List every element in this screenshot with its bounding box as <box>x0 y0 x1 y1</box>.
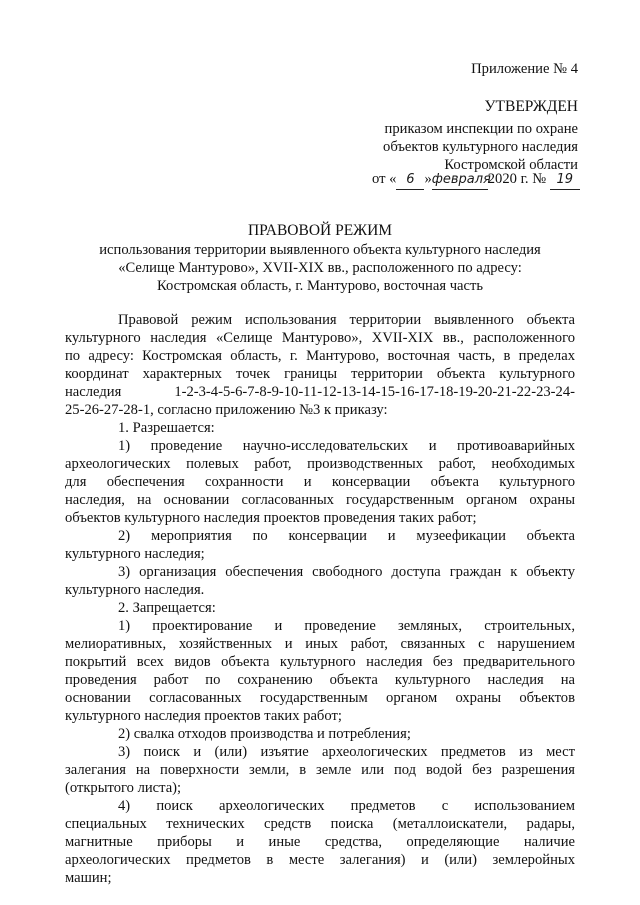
order-line-3: Костромской области <box>444 157 578 173</box>
forbidden-item-1-line: 1) проектирование и проведение земляных, строительных, <box>118 618 575 634</box>
allowed-item-3-line: культурного наследия. <box>65 582 205 598</box>
allowed-item-3-line: 3) организация обеспечения свободного доступа граждан к объекту <box>118 564 575 580</box>
title-line-2: «Селище Мантурово», XVII-XIX вв., расположенного по адресу: <box>118 260 522 276</box>
forbidden-item-1-line: основании согласованных государственным органом охраны объектов <box>65 690 575 706</box>
forbidden-item-3-line: (открытого листа); <box>65 780 182 796</box>
date-mid: » <box>424 171 432 187</box>
forbidden-item-4-line: магнитные приборы и иные средства, определяющие наличие <box>65 834 575 850</box>
order-number: 19 <box>550 171 580 190</box>
forbidden-item-4-line: 4) поиск археологических предметов с использованием <box>118 798 575 814</box>
forbidden-item-1-line: мелиоративных, хозяйственных и иных работ, связанных с нарушением <box>65 636 575 652</box>
date-day: 6 <box>396 171 424 190</box>
allowed-item-1-line: наследия, на основании согласованных государственным органом охраны <box>65 492 575 508</box>
order-line-1: приказом инспекции по охране <box>384 121 578 137</box>
allowed-item-1-line: для обеспечения сохранности и консервации объекта культурного <box>65 474 575 490</box>
allowed-item-1-line: объектов культурного наследия проектов проведения таких работ; <box>65 510 477 526</box>
date-prefix: от « <box>372 171 397 187</box>
forbidden-heading: 2. Запрещается: <box>118 600 216 616</box>
forbidden-item-3-line: залегания на поверхности земли, в земле или под водой без разрешения <box>65 762 575 778</box>
date-month: февраля <box>432 171 488 190</box>
date-year: 2020 г. № <box>487 171 547 187</box>
approved-label: УТВЕРЖДЕН <box>484 98 578 115</box>
forbidden-item-4-line: машин; <box>65 870 112 886</box>
title-line-1: использования территории выявленного объекта культурного наследия <box>99 242 541 258</box>
intro-line: Правовой режим использования территории выявленного объекта <box>118 312 575 328</box>
allowed-heading: 1. Разрешается: <box>118 420 215 436</box>
forbidden-item-4-line: археологических предметов в месте залегания) и (или) землеройных <box>65 852 575 868</box>
appendix-label: Приложение № 4 <box>471 61 578 77</box>
title-line-3: Костромская область, г. Мантурово, восточная часть <box>156 278 484 294</box>
intro-line: 25-26-27-28-1, согласно приложению №3 к приказу: <box>65 402 388 418</box>
intro-line: по адресу: Костромская область, г. Мантурово, восточная часть, в пределах <box>65 348 575 364</box>
order-date-line <box>372 170 580 190</box>
forbidden-item-3-line: 3) поиск и (или) изъятие археологических предметов из мест <box>118 744 575 760</box>
allowed-item-2-line: 2) мероприятия по консервации и музеефикации объекта <box>118 528 575 544</box>
forbidden-item-4-line: специальных технических средств поиска (металлоискатели, радары, <box>65 816 575 832</box>
intro-line: наследия 1-2-3-4-5-6-7-8-9-10-11-12-13-14-15-16-17-18-19-20-21-22-23-24- <box>65 384 575 400</box>
doc-title: ПРАВОВОЙ РЕЖИМ <box>247 222 393 239</box>
allowed-item-1-line: 1) проведение научно-исследовательских и противоаварийных <box>118 438 575 454</box>
forbidden-item-2-line: 2) свалка отходов производства и потребления; <box>118 726 411 742</box>
allowed-item-1-line: археологических полевых работ, производственных работ, необходимых <box>65 456 575 472</box>
forbidden-item-1-line: покрытий всех видов объекта культурного наследия без предварительного <box>65 654 575 670</box>
allowed-item-2-line: культурного наследия; <box>65 546 205 562</box>
intro-line: культурного наследия «Селище Мантурово», XVII-XIX вв., расположенного <box>65 330 575 346</box>
order-line-2: объектов культурного наследия <box>383 139 578 155</box>
forbidden-item-1-line: культурного наследия проектов таких работ; <box>65 708 342 724</box>
intro-line: координат характерных точек границы территории объекта культурного <box>65 366 575 382</box>
forbidden-item-1-line: проведения работ по сохранению объекта культурного наследия на <box>65 672 575 688</box>
